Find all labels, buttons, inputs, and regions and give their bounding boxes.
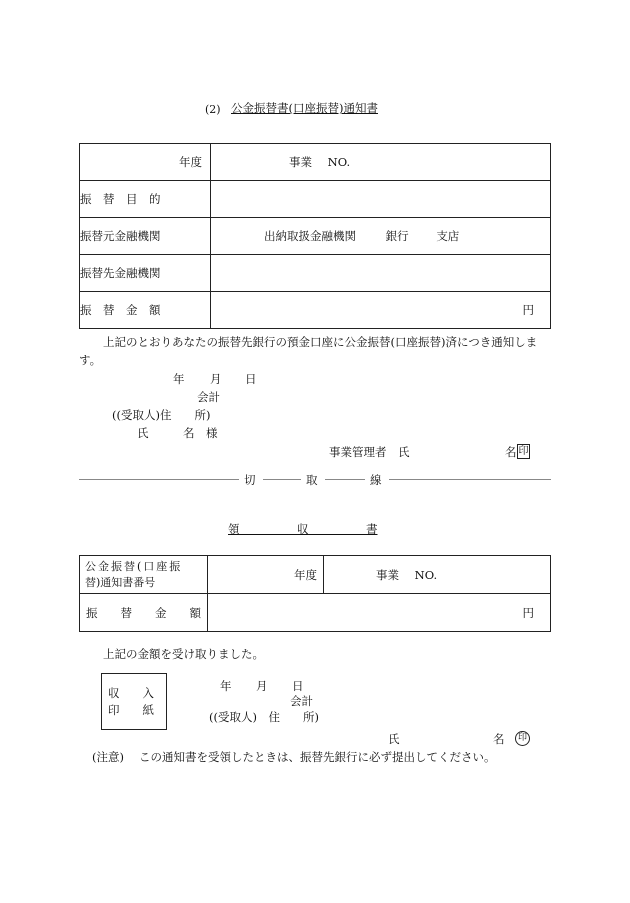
manager-name-char: 名: [505, 445, 517, 459]
receipt-project-cell: [324, 556, 551, 594]
bank-text: 銀行: [385, 229, 409, 243]
receipt-number-label: [80, 556, 208, 594]
revenue-stamp-line2: 印 紙: [108, 703, 154, 717]
notice-body-line2: す。: [79, 353, 102, 367]
receipt-name-char: 名: [493, 732, 505, 746]
receipt-recipient-address: ((受取人) 住 所): [209, 710, 319, 724]
destination-institution-value[interactable]: [211, 255, 551, 292]
receipt-date-day: 日: [292, 679, 304, 693]
receipt-fiscal-year-cell: [208, 556, 324, 594]
notice-body-line1: 上記のとおりあなたの振替先銀行の預金口座に公金振替(口座振替)済につき通知しま: [103, 335, 538, 349]
receipt-yen-unit: 円: [522, 605, 534, 620]
receipt-project-label: 事業: [376, 567, 399, 582]
amount-value[interactable]: [211, 292, 551, 329]
receipt-title: 領 収 書: [228, 522, 378, 536]
institution-text: 出納取扱金融機関: [264, 229, 356, 243]
date-day: 日: [245, 372, 257, 386]
receipt-accounting-label: 会計: [290, 694, 313, 708]
fiscal-year-label: 年度: [179, 155, 202, 169]
receipt-row-amount: [80, 594, 551, 632]
purpose-label: 振 替 目 的: [80, 181, 211, 218]
revenue-stamp-line1: 収 入: [108, 686, 154, 700]
receipt-name-label: 氏: [388, 732, 400, 746]
recipient-address-label: ((受取人)住 所): [112, 408, 211, 422]
note-label: (注意): [92, 750, 124, 764]
project-cell: [211, 144, 551, 181]
source-institution-label: 振替元金融機関: [80, 218, 211, 255]
notice-row-purpose: [80, 181, 551, 218]
cut-line-char-2: 取: [306, 473, 318, 487]
amount-label: 振 替 金 額: [80, 292, 211, 329]
receipt-amount-label: 振 替 金 額: [80, 594, 208, 632]
date-year: 年: [173, 372, 185, 386]
notice-title: 公金振替書(口座振替)通知書: [231, 101, 378, 115]
notice-table: [79, 143, 551, 329]
cut-line-segment: [79, 479, 239, 480]
form-number: (2): [205, 103, 221, 116]
notice-row-amount: [80, 292, 551, 329]
accounting-label: 会計: [197, 390, 220, 404]
receipt-body: 上記の金額を受け取りました。: [103, 647, 264, 661]
notice-row-fiscal: [80, 144, 551, 181]
receipt-row-number: [80, 556, 551, 594]
fiscal-year-cell: [80, 144, 211, 181]
destination-institution-label: 振替先金融機関: [80, 255, 211, 292]
receipt-fiscal-year-label: 年度: [294, 567, 317, 582]
receipt-date-year: 年: [220, 679, 232, 693]
manager-label: 事業管理者 氏: [329, 445, 410, 459]
cut-line-segment: [389, 479, 551, 480]
receipt-project-no-label: NO.: [414, 567, 438, 582]
note-text: この通知書を受領したときは、振替先銀行に必ず提出してください。: [139, 750, 496, 764]
seal-mark: 印: [518, 446, 529, 457]
project-no-label: NO.: [327, 155, 351, 169]
notice-row-destination: [80, 255, 551, 292]
receipt-amount-value[interactable]: [208, 594, 551, 632]
cut-line-segment: [325, 479, 365, 480]
branch-text: 支店: [436, 229, 460, 243]
cut-line-segment: [263, 479, 301, 480]
recipient-name-label: 氏 名 様: [137, 426, 218, 440]
project-label: 事業: [289, 155, 312, 169]
receipt-date-month: 月: [256, 679, 268, 693]
receipt-seal-mark: 印: [515, 731, 530, 746]
cut-line-char-3: 線: [370, 473, 382, 487]
purpose-value[interactable]: [211, 181, 551, 218]
yen-unit: 円: [522, 303, 534, 317]
source-institution-value: [211, 218, 551, 255]
receipt-number-label-line2: 替)通知書番号: [85, 575, 156, 589]
receipt-table: [79, 555, 551, 632]
receipt-number-label-line1: 公金振替(口座振: [85, 559, 183, 573]
notice-row-source: [80, 218, 551, 255]
cut-line-char-1: 切: [244, 473, 256, 487]
date-month: 月: [210, 372, 222, 386]
